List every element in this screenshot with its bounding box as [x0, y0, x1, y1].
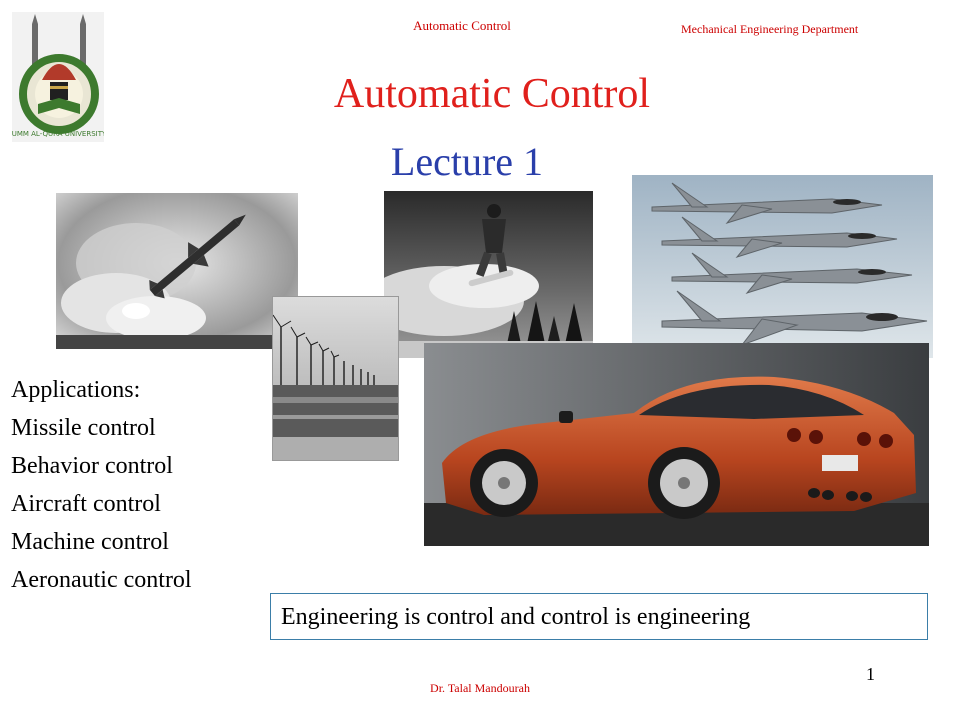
- fighter-jets-photo: [632, 175, 933, 358]
- logo-text: UMM AL-QURA UNIVERSITY: [12, 130, 104, 138]
- header-course: Automatic Control: [413, 18, 511, 33]
- slide-subtitle: Lecture 1: [390, 139, 544, 184]
- applications-list: [11, 371, 192, 599]
- footer-author: Dr. Talal Mandourah: [430, 681, 530, 695]
- snowboarder-photo: [384, 191, 593, 358]
- application-item: Behavior control: [11, 453, 173, 479]
- application-item: Missile control: [11, 415, 156, 441]
- missile-photo: [56, 193, 298, 349]
- application-item: Machine control: [11, 529, 169, 555]
- quote-box: Engineering is control and control is engineering: [270, 593, 928, 640]
- wind-turbines-photo: [272, 296, 399, 461]
- slide-title: Automatic Control: [333, 71, 651, 117]
- application-item: Aeronautic control: [11, 567, 192, 593]
- sports-car-photo: [424, 343, 929, 546]
- page-number: 1: [866, 664, 875, 684]
- applications-heading: Applications:: [11, 377, 141, 403]
- application-item: Aircraft control: [11, 491, 161, 517]
- header-department: Mechanical Engineering Department: [681, 22, 859, 36]
